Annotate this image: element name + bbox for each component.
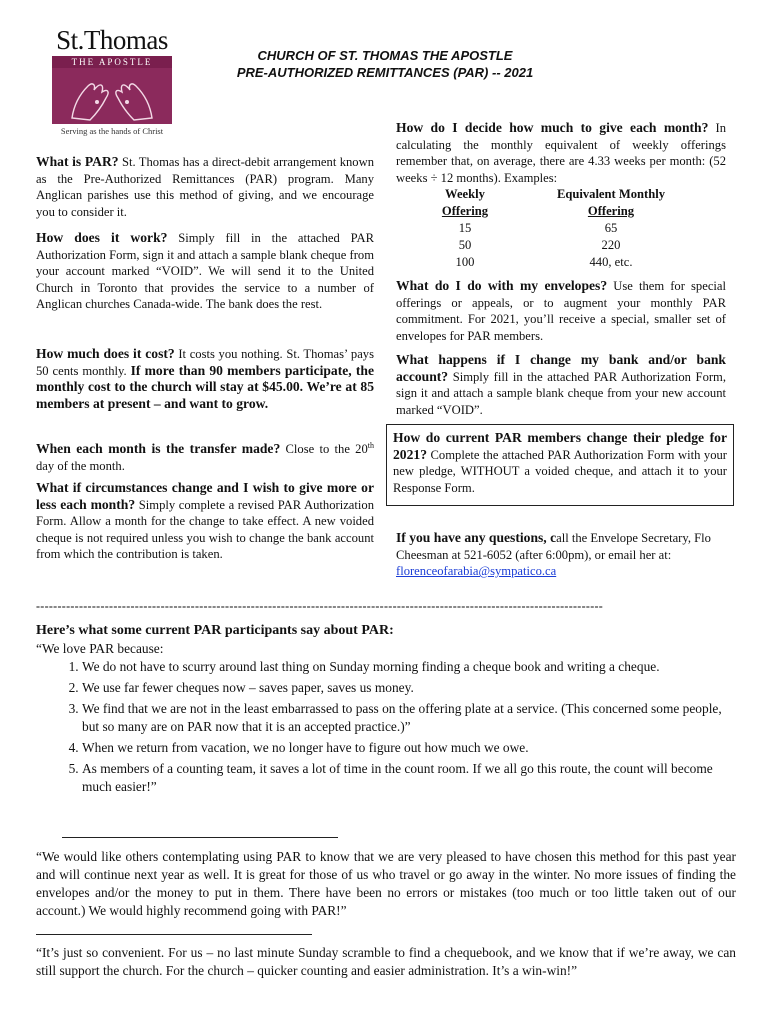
section-how-does-it-work bbox=[36, 230, 374, 313]
answer-contact: all the Envelope Secretary, Flo Cheesman at 521-6052 (after 6:00pm), or email her at: bbox=[396, 531, 711, 562]
hands-emblem-icon bbox=[52, 68, 172, 124]
testimonial-intro: “We love PAR because: bbox=[36, 641, 164, 656]
section-circumstances bbox=[36, 480, 374, 563]
title-line-2: PRE-AUTHORIZED REMITTANCES (PAR) -- 2021 bbox=[236, 65, 534, 80]
separator-rule bbox=[62, 837, 338, 838]
logo-tagline: Serving as the hands of Christ bbox=[60, 126, 164, 136]
table-cell: 100 bbox=[455, 255, 475, 269]
section-envelopes bbox=[396, 278, 726, 344]
question-cost: How much does it cost? bbox=[36, 346, 175, 361]
testimonial-quote: “It’s just so convenient. For us – no last minute Sunday scramble to find a chequebook, and we know that if we’re away, we can still support the church. For the church – quicker counting and easier administration. It’s a win-win!” bbox=[36, 945, 736, 978]
answer-transfer-date-sup: th bbox=[367, 441, 374, 450]
question-transfer-date: When each month is the transfer made? bbox=[36, 441, 281, 457]
table-header-monthly-offering: Offering bbox=[587, 204, 635, 218]
section-questions-contact bbox=[396, 530, 726, 580]
document-title bbox=[200, 47, 570, 81]
question-pledge-change: How do current PAR members change their pledge for 2021? bbox=[393, 430, 727, 462]
answer-envelopes: Use them for special offerings or appeals, or to augment your monthly PAR commitment. For 2021, you’ll receive a special, smaller set of envelopes for PAR members. bbox=[396, 279, 727, 343]
table-cell: 15 bbox=[458, 221, 472, 235]
list-item: 5. As members of a counting team, it saves a lot of time in the count room. If we all go this route, the count will become much easier!” bbox=[82, 760, 736, 796]
answer-cost: It costs you nothing. St. Thomas’ pays 50 cents monthly. bbox=[36, 347, 374, 378]
question-contact: If you have any questions, c bbox=[396, 530, 557, 545]
answer-change-bank: Simply fill in the attached PAR Authorization Form, sign it and attach a sample blank cheque from your new account marked “VOID”. bbox=[396, 369, 726, 417]
testimonial-quote: “We would like others contemplating using PAR to know that we are very pleased to have chosen this method for this past year and will continue next year as well. It is great for those of us who travel or go away in the winter. No more issues of finding the envelopes and/or the money to put in them. There have been no errors or mistakes (too much or too little taken out of our account.) We would highly recommend going with PAR!” bbox=[36, 849, 736, 918]
section-transfer-date bbox=[36, 438, 374, 474]
dashed-divider: ------------------------------------------------------------------------------------------------------------------------------------ bbox=[36, 599, 604, 612]
table-cell: 220 bbox=[601, 238, 621, 252]
question-change-bank: What happens if I change my bank and/or bank account? bbox=[396, 352, 726, 384]
answer-how-does-it-work: Simply fill in the attached PAR Authorization Form, sign it and attach a sample blank cheque from your account marked “VOID”. We will send it to the United Church in Toronto that provides the service to a number of Anglican churches Canada-wide. The bank does the rest. bbox=[36, 231, 374, 312]
answer-pledge-change: Complete the attached PAR Authorization Form with your new pledge, WITHOUT a voided cheque, and attach it to your Response Form. bbox=[393, 447, 727, 495]
section-change-bank bbox=[396, 352, 726, 418]
table-cell: 440, etc. bbox=[589, 255, 633, 269]
section-what-is-par bbox=[36, 154, 374, 220]
offering-table bbox=[396, 186, 726, 270]
reasons-list bbox=[36, 658, 736, 796]
answer-circumstances: Simply complete a revised PAR Authorization Form. Allow a month for the change to take effect. A new voided cheque is not required unless you wish to change the bank account from which the contribution is taken. bbox=[36, 497, 374, 562]
answer-transfer-date-end: day of the month. bbox=[36, 458, 125, 473]
table-cell: 50 bbox=[458, 238, 472, 252]
list-item: 4. When we return from vacation, we no longer have to figure out how much we owe. bbox=[82, 739, 736, 757]
table-header-weekly-offering: Offering bbox=[441, 204, 489, 218]
table-header-weekly: Weekly bbox=[445, 187, 485, 201]
testimonials-section bbox=[36, 622, 736, 799]
pledge-change-box bbox=[386, 424, 734, 506]
section-cost bbox=[36, 346, 374, 412]
answer-how-much-to-give: In calculating the monthly equivalent of weekly offerings remember that, on average, there are 4.33 weeks per month: (52 weeks ÷ 12 months). Examples: bbox=[396, 121, 727, 185]
question-what-is-par: What is PAR? bbox=[36, 154, 119, 169]
section-how-much-to-give bbox=[396, 120, 726, 186]
church-logo bbox=[42, 26, 182, 138]
question-how-does-it-work: How does it work? bbox=[36, 230, 168, 245]
title-line-1: CHURCH OF ST. THOMAS THE APOSTLE bbox=[257, 48, 513, 63]
list-item: 1. We do not have to scurry around last thing on Sunday morning finding a cheque book and writing a cheque. bbox=[82, 658, 736, 676]
table-cell: 65 bbox=[604, 221, 618, 235]
logo-title: St.Thomas bbox=[56, 25, 168, 55]
question-envelopes: What do I do with my envelopes? bbox=[396, 278, 608, 293]
answer-cost-bold: If more than 90 members participate, the monthly cost to the church will stay at $45.00. We’re at 85 members at present – and want to grow. bbox=[36, 362, 374, 411]
table-header-monthly: Equivalent Monthly bbox=[556, 187, 666, 201]
email-link[interactable]: florenceofarabia@sympatico.ca bbox=[396, 564, 557, 579]
list-item: 2. We use far fewer cheques now – saves paper, saves us money. bbox=[82, 679, 736, 697]
logo-band: THE APOSTLE bbox=[52, 56, 172, 68]
question-how-much-to-give: How do I decide how much to give each month? bbox=[396, 120, 709, 135]
testimonials-heading: Here’s what some current PAR participants say about PAR: bbox=[36, 623, 394, 638]
list-item: 3. We find that we are not in the least embarrassed to pass on the offering plate at a service. (This concerned some people, but so many are on PAR now that it is an accepted practice.)” bbox=[82, 700, 736, 736]
answer-what-is-par: St. Thomas has a direct-debit arrangement known as the Pre-Authorized Remittances (PAR) program. Many Anglican parishes use this method of giving, and we encourage you to consider it. bbox=[36, 155, 374, 219]
question-circumstances: What if circumstances change and I wish to give more or less each month? bbox=[36, 480, 374, 512]
separator-rule bbox=[36, 934, 312, 935]
answer-transfer-date: Close to the 20 bbox=[280, 442, 368, 457]
